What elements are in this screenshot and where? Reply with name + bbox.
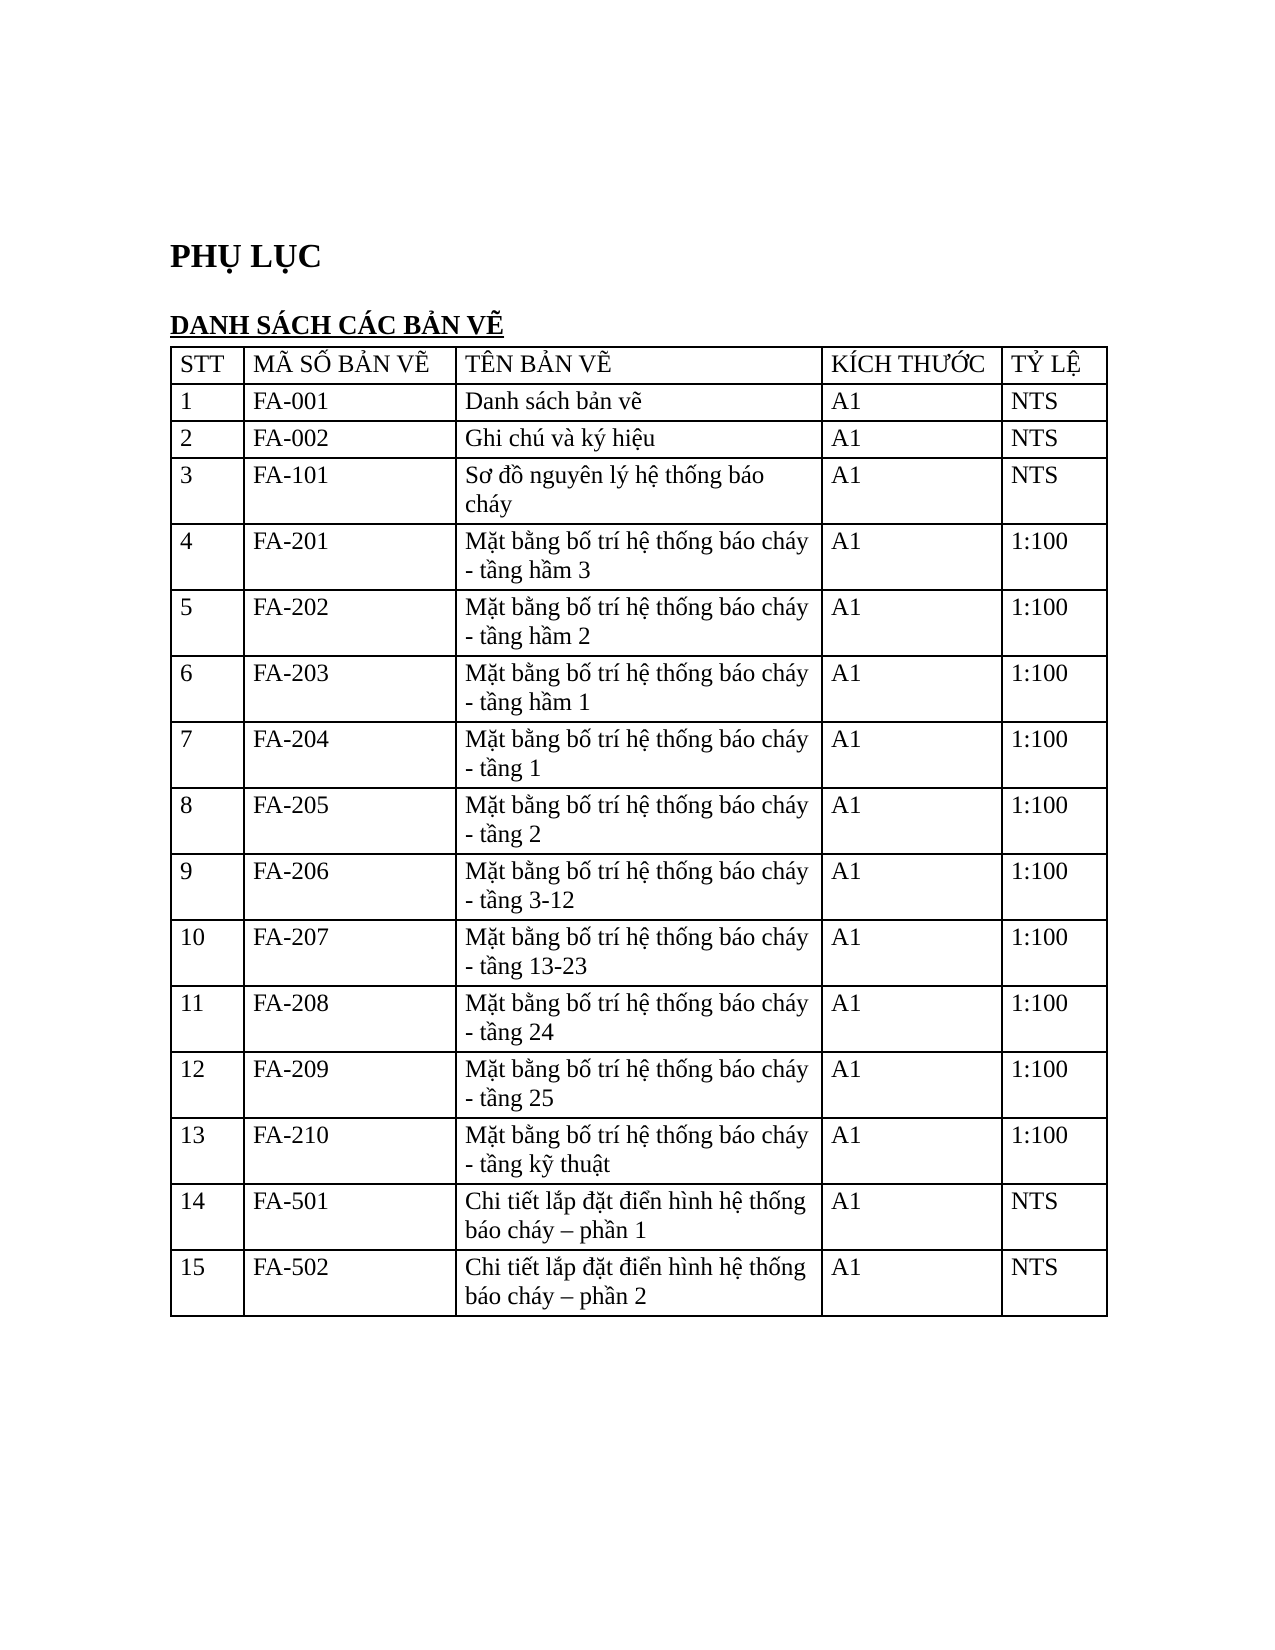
cell-scale: NTS [1002, 1250, 1107, 1316]
table-row [171, 1250, 1107, 1316]
table-row [171, 1118, 1107, 1184]
cell-code: FA-202 [244, 590, 456, 656]
table-row [171, 656, 1107, 722]
cell-stt: 15 [171, 1250, 244, 1316]
cell-name: Mặt bằng bố trí hệ thống báo cháy - tầng hầm 3 [456, 524, 822, 590]
cell-code: FA-201 [244, 524, 456, 590]
cell-size: A1 [822, 1250, 1002, 1316]
cell-stt: 2 [171, 421, 244, 458]
cell-name: Mặt bằng bố trí hệ thống báo cháy - tầng hầm 2 [456, 590, 822, 656]
cell-name: Danh sách bản vẽ [456, 384, 822, 421]
document-page [170, 238, 1106, 1317]
cell-stt: 3 [171, 458, 244, 524]
cell-size: A1 [822, 854, 1002, 920]
cell-size: A1 [822, 1184, 1002, 1250]
cell-code: FA-205 [244, 788, 456, 854]
cell-scale: NTS [1002, 458, 1107, 524]
table-row [171, 524, 1107, 590]
column-header-size: KÍCH THƯỚC [822, 347, 1002, 384]
cell-name: Chi tiết lắp đặt điển hình hệ thống báo cháy – phần 1 [456, 1184, 822, 1250]
cell-scale: 1:100 [1002, 788, 1107, 854]
cell-size: A1 [822, 524, 1002, 590]
table-row [171, 590, 1107, 656]
cell-code: FA-206 [244, 854, 456, 920]
cell-code: FA-002 [244, 421, 456, 458]
drawing-list-heading: DANH SÁCH CÁC BẢN VẼ [170, 310, 505, 340]
cell-scale: 1:100 [1002, 590, 1107, 656]
cell-size: A1 [822, 722, 1002, 788]
cell-code: FA-502 [244, 1250, 456, 1316]
cell-code: FA-203 [244, 656, 456, 722]
cell-scale: NTS [1002, 421, 1107, 458]
table-row [171, 458, 1107, 524]
cell-scale: 1:100 [1002, 524, 1107, 590]
cell-stt: 13 [171, 1118, 244, 1184]
cell-stt: 10 [171, 920, 244, 986]
cell-stt: 7 [171, 722, 244, 788]
cell-stt: 11 [171, 986, 244, 1052]
cell-name: Mặt bằng bố trí hệ thống báo cháy - tầng 24 [456, 986, 822, 1052]
cell-name: Mặt bằng bố trí hệ thống báo cháy - tầng kỹ thuật [456, 1118, 822, 1184]
cell-size: A1 [822, 788, 1002, 854]
cell-stt: 8 [171, 788, 244, 854]
table-row [171, 1184, 1107, 1250]
table-row [171, 986, 1107, 1052]
cell-code: FA-208 [244, 986, 456, 1052]
cell-size: A1 [822, 1118, 1002, 1184]
cell-size: A1 [822, 656, 1002, 722]
cell-stt: 6 [171, 656, 244, 722]
column-header-name: TÊN BẢN VẼ [456, 347, 822, 384]
cell-name: Mặt bằng bố trí hệ thống báo cháy - tầng 13-23 [456, 920, 822, 986]
cell-stt: 1 [171, 384, 244, 421]
cell-code: FA-210 [244, 1118, 456, 1184]
cell-stt: 9 [171, 854, 244, 920]
cell-code: FA-204 [244, 722, 456, 788]
cell-scale: 1:100 [1002, 1118, 1107, 1184]
cell-size: A1 [822, 1052, 1002, 1118]
cell-stt: 5 [171, 590, 244, 656]
page-title: PHỤ LỤC [170, 238, 323, 275]
cell-name: Mặt bằng bố trí hệ thống báo cháy - tầng 3-12 [456, 854, 822, 920]
cell-name: Mặt bằng bố trí hệ thống báo cháy - tầng 2 [456, 788, 822, 854]
cell-scale: NTS [1002, 1184, 1107, 1250]
column-header-code: MÃ SỐ BẢN VẼ [244, 347, 456, 384]
cell-size: A1 [822, 986, 1002, 1052]
table-row [171, 384, 1107, 421]
cell-name: Mặt bằng bố trí hệ thống báo cháy - tầng 1 [456, 722, 822, 788]
cell-size: A1 [822, 458, 1002, 524]
cell-scale: NTS [1002, 384, 1107, 421]
cell-name: Chi tiết lắp đặt điển hình hệ thống báo cháy – phần 2 [456, 1250, 822, 1316]
column-header-scale: TỶ LỆ [1002, 347, 1107, 384]
table-row [171, 421, 1107, 458]
cell-name: Mặt bằng bố trí hệ thống báo cháy - tầng hầm 1 [456, 656, 822, 722]
cell-scale: 1:100 [1002, 986, 1107, 1052]
table-row [171, 722, 1107, 788]
cell-name: Ghi chú và ký hiệu [456, 421, 822, 458]
cell-size: A1 [822, 421, 1002, 458]
cell-scale: 1:100 [1002, 1052, 1107, 1118]
cell-code: FA-001 [244, 384, 456, 421]
cell-code: FA-101 [244, 458, 456, 524]
cell-name: Mặt bằng bố trí hệ thống báo cháy - tầng 25 [456, 1052, 822, 1118]
cell-scale: 1:100 [1002, 854, 1107, 920]
cell-name: Sơ đồ nguyên lý hệ thống báo cháy [456, 458, 822, 524]
table-header-row [171, 347, 1107, 384]
cell-scale: 1:100 [1002, 656, 1107, 722]
cell-code: FA-209 [244, 1052, 456, 1118]
cell-size: A1 [822, 384, 1002, 421]
column-header-stt: STT [171, 347, 244, 384]
cell-code: FA-207 [244, 920, 456, 986]
cell-size: A1 [822, 590, 1002, 656]
cell-stt: 12 [171, 1052, 244, 1118]
table-body [171, 384, 1107, 1316]
cell-scale: 1:100 [1002, 722, 1107, 788]
table-row [171, 920, 1107, 986]
cell-code: FA-501 [244, 1184, 456, 1250]
table-row [171, 788, 1107, 854]
drawing-list-table [170, 346, 1108, 1317]
cell-stt: 14 [171, 1184, 244, 1250]
cell-size: A1 [822, 920, 1002, 986]
table-row [171, 854, 1107, 920]
cell-scale: 1:100 [1002, 920, 1107, 986]
table-row [171, 1052, 1107, 1118]
cell-stt: 4 [171, 524, 244, 590]
